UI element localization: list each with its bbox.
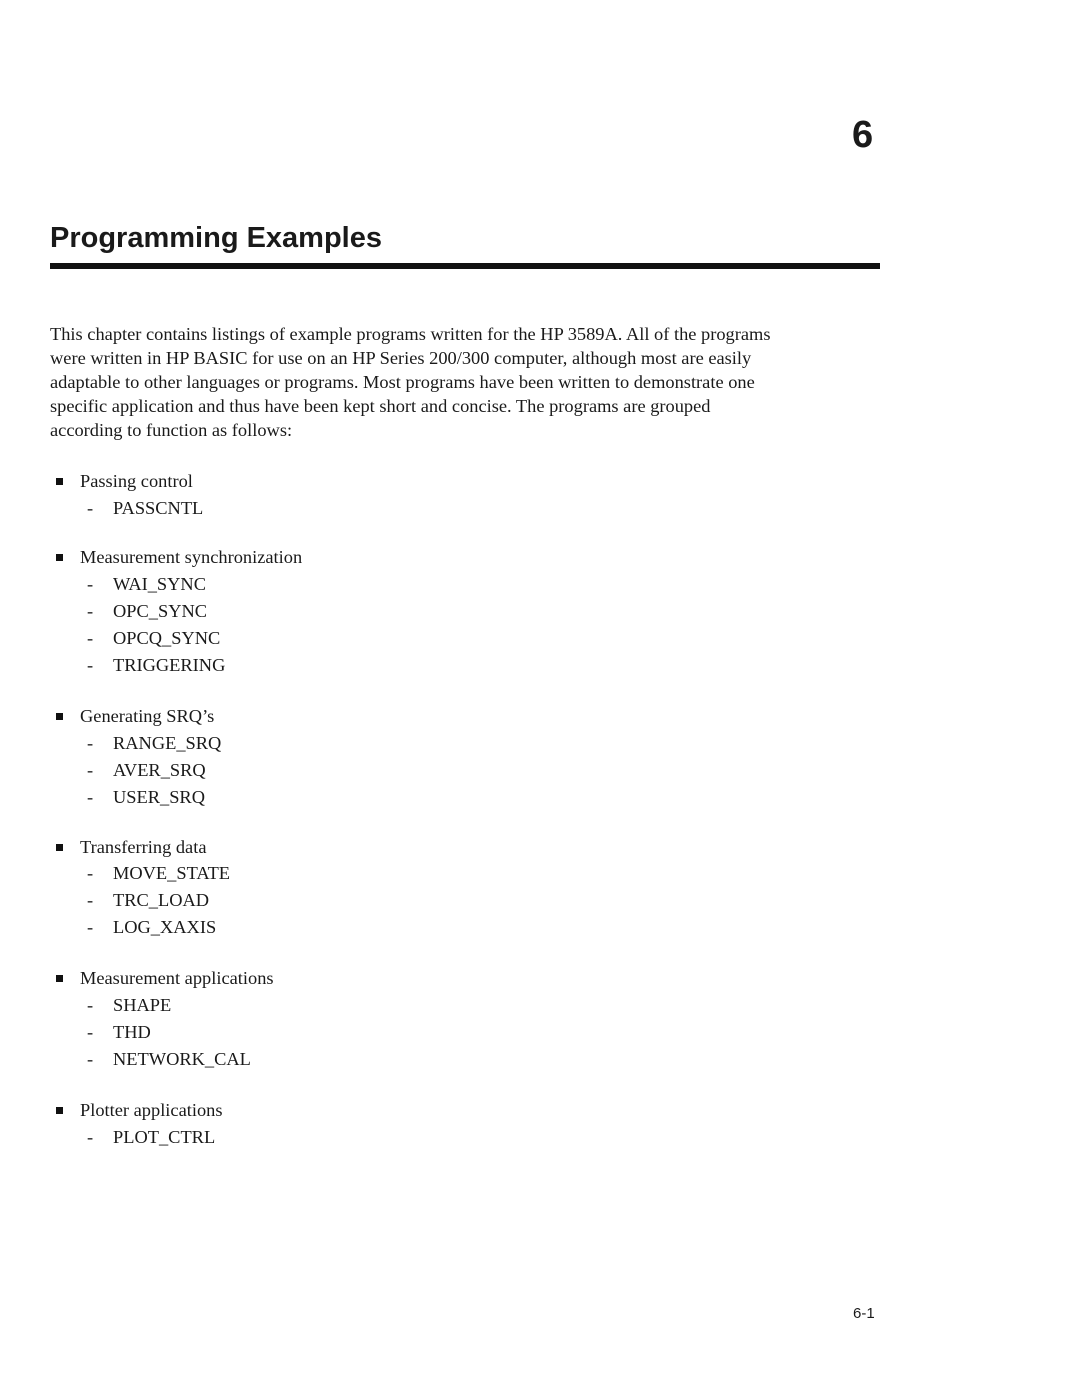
dash-icon: - bbox=[87, 863, 94, 883]
square-bullet-icon bbox=[56, 478, 63, 485]
program-name: TRIGGERING bbox=[113, 655, 226, 675]
program-name: TRC_LOAD bbox=[113, 890, 210, 910]
program-name: WAI_SYNC bbox=[113, 574, 206, 594]
dash-icon: - bbox=[87, 787, 94, 807]
intro-line: were written in HP BASIC for use on an HP Series 200/300 computer, although most are easily bbox=[50, 348, 752, 368]
program-name: PASSCNTL bbox=[113, 498, 204, 518]
group-label: Measurement applications bbox=[80, 968, 274, 988]
program-item bbox=[87, 1126, 215, 1148]
program-name: PLOT_CTRL bbox=[113, 1127, 216, 1147]
intro-line: This chapter contains listings of example programs written for the HP 3589A. All of the programs bbox=[50, 324, 771, 344]
page-number: 6-1 bbox=[853, 1305, 875, 1322]
program-name: THD bbox=[113, 1022, 151, 1042]
dash-icon: - bbox=[87, 1127, 94, 1147]
program-item bbox=[87, 889, 209, 911]
program-item bbox=[87, 732, 221, 754]
program-name: OPC_SYNC bbox=[113, 601, 208, 621]
intro-line: adaptable to other languages or programs. Most programs have been written to demonstrate one bbox=[50, 372, 755, 392]
intro-line: according to function as follows: bbox=[50, 420, 293, 440]
dash-icon: - bbox=[87, 1049, 94, 1069]
program-item bbox=[87, 654, 225, 676]
program-name: SHAPE bbox=[113, 995, 172, 1015]
dash-icon: - bbox=[87, 760, 94, 780]
intro-line: specific application and thus have been kept short and concise. The programs are grouped bbox=[50, 396, 711, 416]
group-label: Transferring data bbox=[80, 837, 207, 857]
program-item bbox=[87, 786, 205, 808]
chapter-number: 6 bbox=[852, 114, 874, 156]
group-label: Generating SRQ’s bbox=[80, 706, 215, 726]
program-item bbox=[87, 759, 206, 781]
program-item bbox=[87, 916, 216, 938]
program-item bbox=[87, 600, 207, 622]
square-bullet-icon bbox=[56, 975, 63, 982]
program-item bbox=[87, 1048, 251, 1070]
program-item bbox=[87, 994, 171, 1016]
dash-icon: - bbox=[87, 917, 94, 937]
square-bullet-icon bbox=[56, 554, 63, 561]
dash-icon: - bbox=[87, 628, 94, 648]
program-name: MOVE_STATE bbox=[113, 863, 231, 883]
group-label: Plotter applications bbox=[80, 1100, 223, 1120]
group-heading bbox=[56, 836, 207, 858]
program-name: LOG_XAXIS bbox=[113, 917, 217, 937]
chapter-title: Programming Examples bbox=[50, 222, 382, 254]
program-name: USER_SRQ bbox=[113, 787, 205, 807]
dash-icon: - bbox=[87, 890, 94, 910]
program-name: NETWORK_CAL bbox=[113, 1049, 251, 1069]
group-label: Passing control bbox=[80, 471, 193, 491]
dash-icon: - bbox=[87, 995, 94, 1015]
program-item bbox=[87, 573, 206, 595]
program-item bbox=[87, 862, 230, 884]
square-bullet-icon bbox=[56, 844, 63, 851]
dash-icon: - bbox=[87, 1022, 94, 1042]
program-name: OPCQ_SYNC bbox=[113, 628, 221, 648]
dash-icon: - bbox=[87, 601, 94, 621]
dash-icon: - bbox=[87, 574, 94, 594]
dash-icon: - bbox=[87, 733, 94, 753]
dash-icon: - bbox=[87, 498, 94, 518]
program-name: RANGE_SRQ bbox=[113, 733, 222, 753]
dash-icon: - bbox=[87, 655, 94, 675]
group-heading bbox=[56, 470, 193, 492]
group-label: Measurement synchronization bbox=[80, 547, 303, 567]
program-item bbox=[87, 1021, 151, 1043]
group-heading bbox=[56, 705, 214, 727]
group-heading bbox=[56, 1099, 223, 1121]
program-name: AVER_SRQ bbox=[113, 760, 206, 780]
program-item bbox=[87, 497, 203, 519]
square-bullet-icon bbox=[56, 1107, 63, 1114]
group-heading bbox=[56, 967, 274, 989]
group-heading bbox=[56, 546, 302, 568]
program-item bbox=[87, 627, 220, 649]
square-bullet-icon bbox=[56, 713, 63, 720]
